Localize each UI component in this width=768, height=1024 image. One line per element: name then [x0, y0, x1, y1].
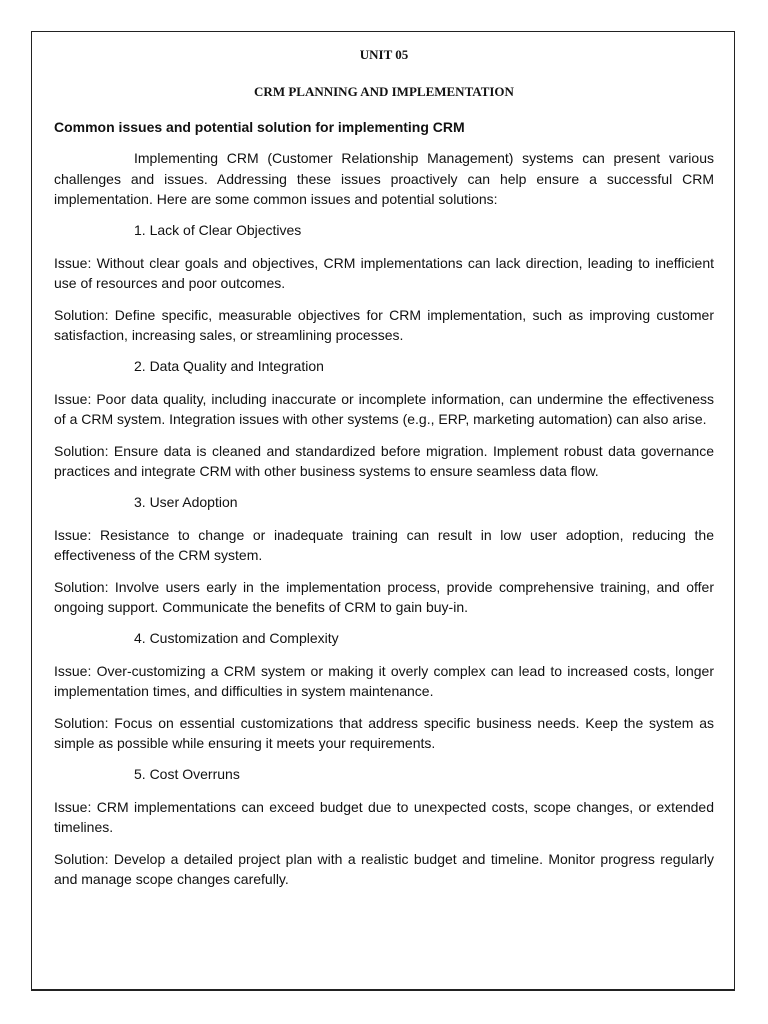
unit-title: UNIT 05: [359, 47, 409, 62]
section-heading: Common issues and potential solution for implementing CRM: [54, 119, 465, 135]
item-issue-2: Issue: Poor data quality, including inaccurate or incomplete information, can undermine the effectiveness of a CRM system. Integration issues with other systems (e.g., ERP, marketing automation) can also arise.: [54, 390, 714, 427]
item-solution-2: Solution: Ensure data is cleaned and standardized before migration. Implement robust data governance practices and integrate CRM with other business systems to ensure seamless data flow.: [54, 442, 714, 479]
item-issue-1: Issue: Without clear goals and objectives, CRM implementations can lack direction, leading to inefficient use of resources and poor outcomes.: [54, 254, 714, 291]
item-heading-3: 3. User Adoption: [134, 493, 238, 510]
item-heading-5: 5. Cost Overruns: [134, 765, 240, 782]
item-solution-4: Solution: Focus on essential customizations that address specific business needs. Keep the system as simple as possible while ensuring it meets your requirements.: [54, 714, 714, 751]
item-heading-1: 1. Lack of Clear Objectives: [134, 221, 302, 238]
intro-paragraph: Implementing CRM (Customer Relationship Management) systems can present various challenges and issues. Addressing these issues proactively can help ensure a successful CRM implementation. Here are some common issues and potential solutions:: [54, 150, 714, 207]
item-heading-2: 2. Data Quality and Integration: [134, 357, 324, 374]
document-content: [54, 46, 714, 901]
item-solution-1: Solution: Define specific, measurable objectives for CRM implementation, such as improving customer satisfaction, increasing sales, or streamlining processes.: [54, 306, 714, 343]
item-solution-3: Solution: Involve users early in the implementation process, provide comprehensive training, and offer ongoing support. Communicate the benefits of CRM to gain buy-in.: [54, 578, 714, 615]
item-heading-4: 4. Customization and Complexity: [134, 629, 339, 646]
item-issue-4: Issue: Over-customizing a CRM system or making it overly complex can lead to increased costs, longer implementation times, and difficulties in system maintenance.: [54, 662, 714, 699]
item-solution-5: Solution: Develop a detailed project plan with a realistic budget and timeline. Monitor progress regularly and manage scope changes carefully.: [54, 850, 714, 887]
chapter-title: CRM PLANNING AND IMPLEMENTATION: [254, 84, 514, 99]
item-issue-5: Issue: CRM implementations can exceed budget due to unexpected costs, scope changes, or extended timelines.: [54, 798, 714, 835]
item-issue-3: Issue: Resistance to change or inadequate training can result in low user adoption, reducing the effectiveness of the CRM system.: [54, 526, 714, 563]
document-page: [31, 31, 735, 991]
